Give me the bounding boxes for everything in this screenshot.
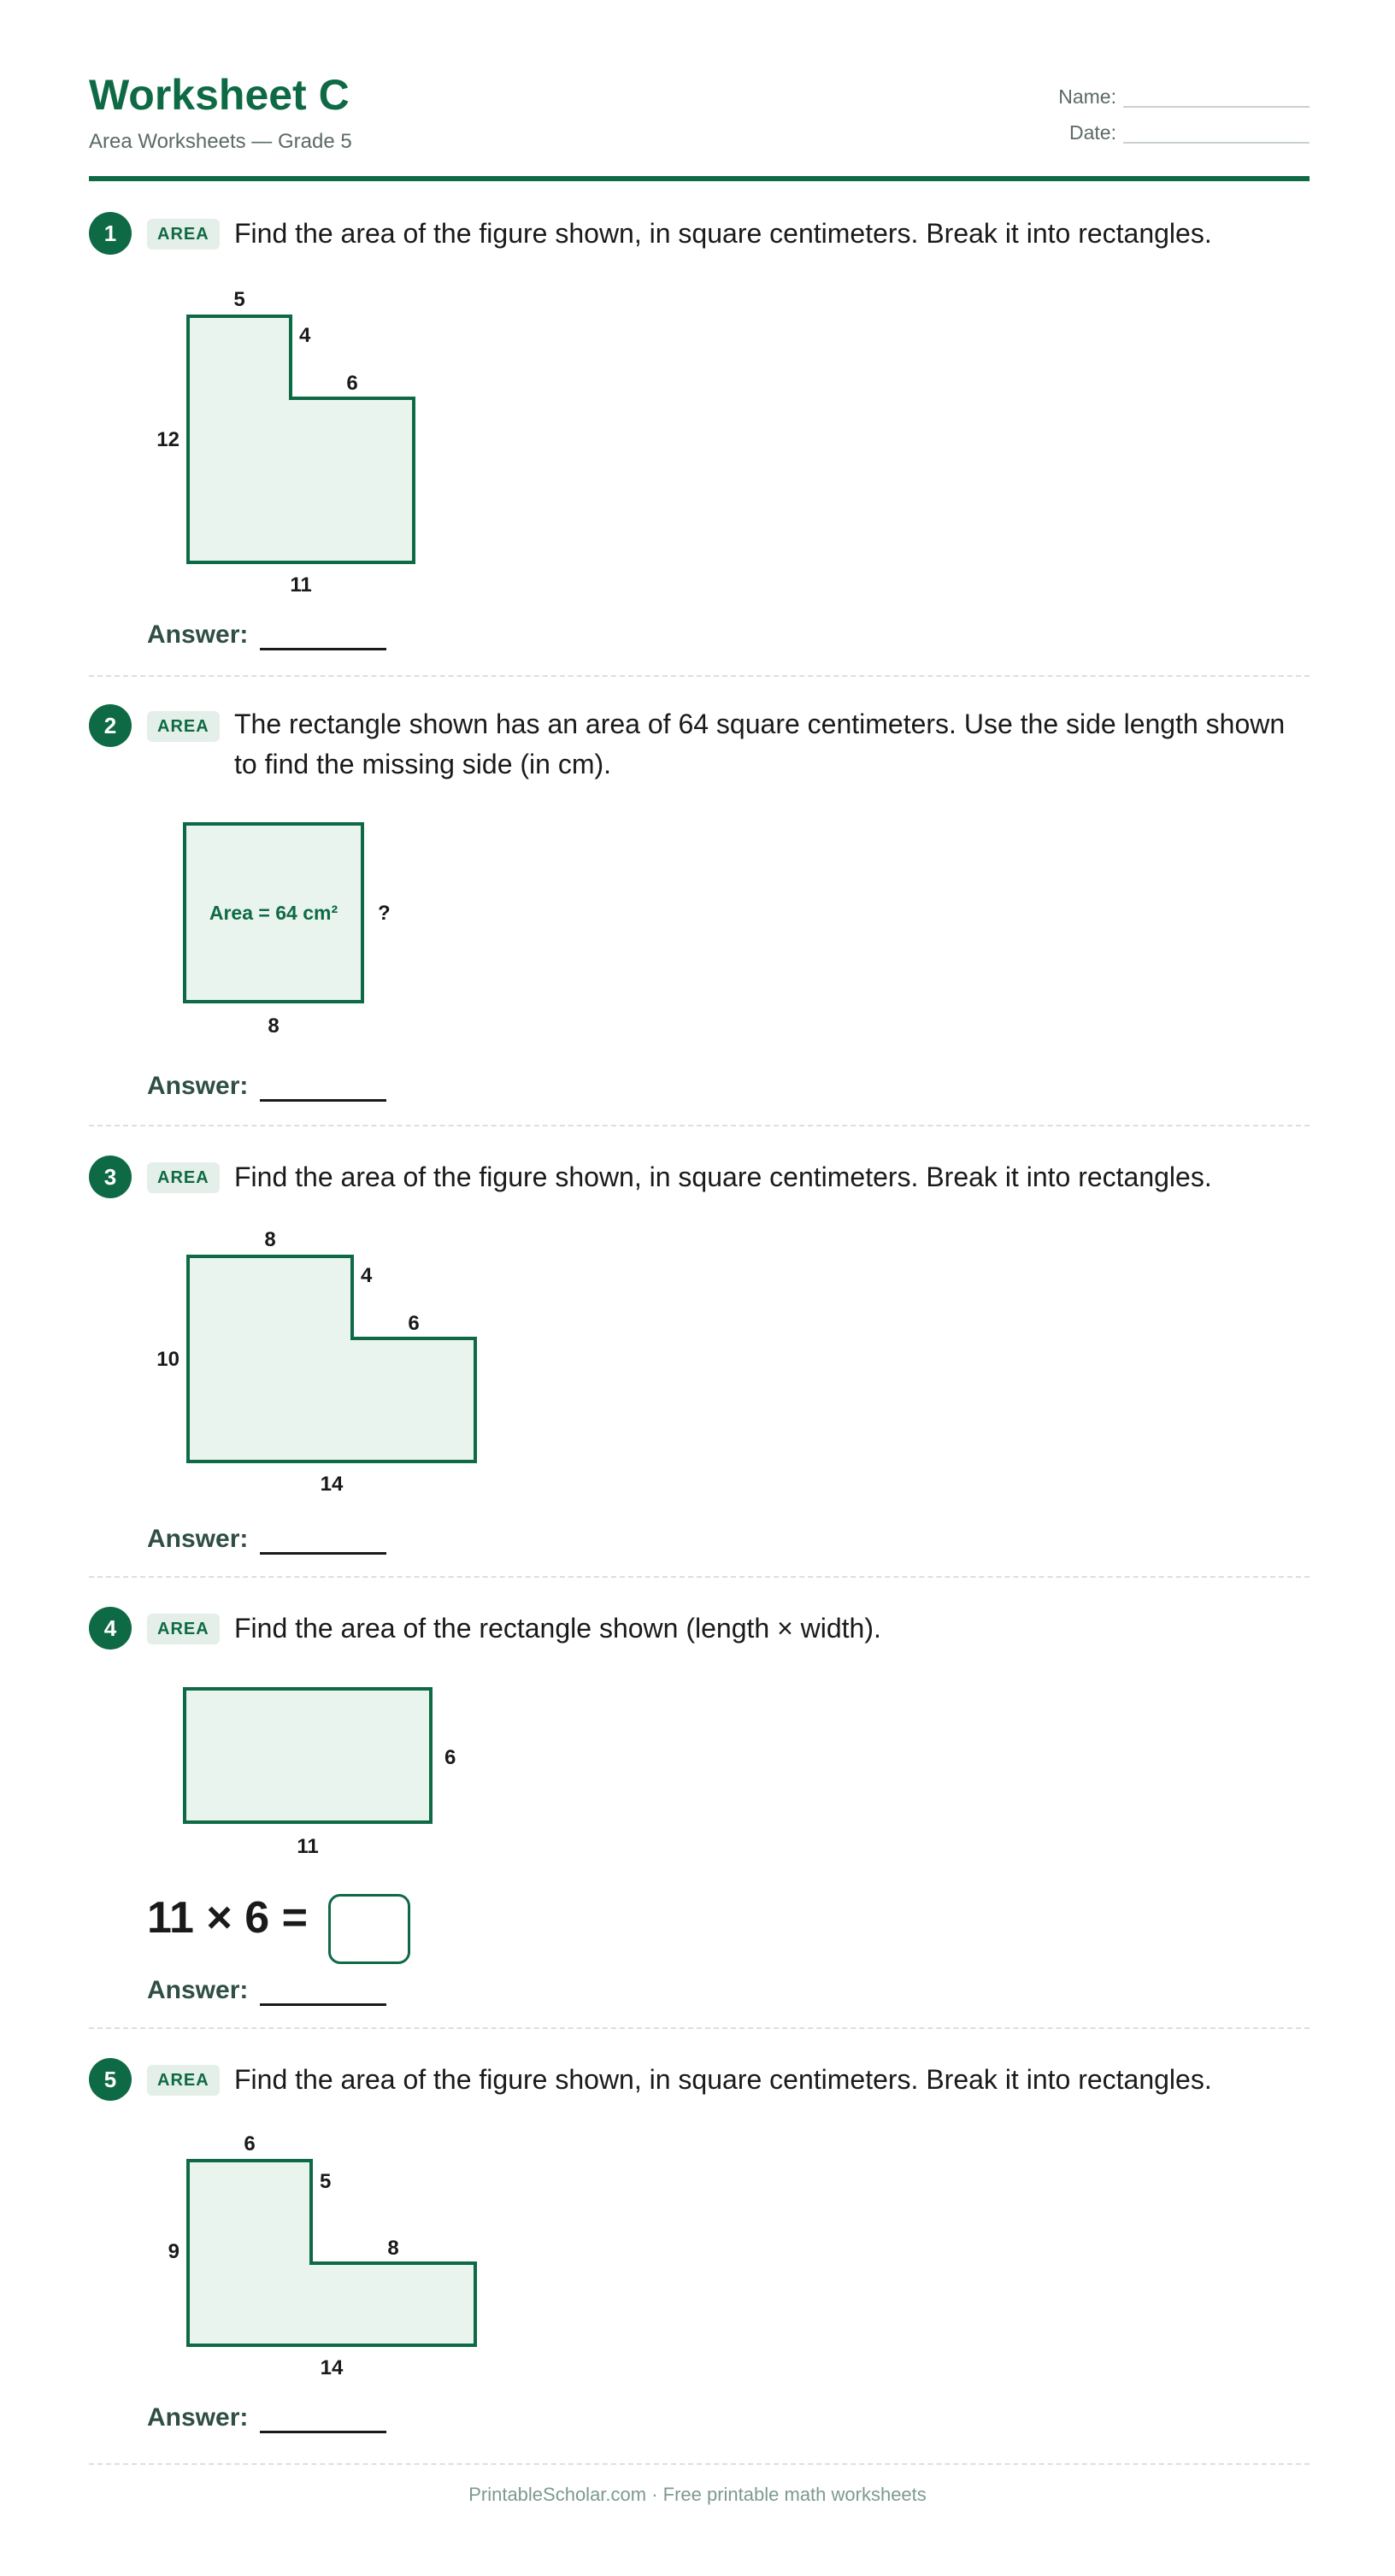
problem-1 — [89, 176, 1310, 677]
date-label: Date: — [1069, 121, 1116, 144]
area-tag: AREA — [147, 1162, 220, 1193]
page-title: Worksheet C — [89, 71, 350, 119]
answer-label: Answer: — [147, 1976, 249, 2004]
label-bottom: 11 — [290, 573, 312, 597]
question-text: Find the area of the figure shown, in square centimeters. Break it into rectangles. — [234, 2064, 1212, 2095]
label-top: 5 — [233, 288, 245, 311]
question-text: The rectangle shown has an area of 64 square centimeters. Use the side length shown to find the missing side (in cm). — [234, 709, 1286, 779]
name-line[interactable] — [1123, 106, 1310, 108]
answer-line[interactable] — [260, 648, 386, 650]
label-side: ? — [378, 902, 391, 925]
label-bottom: 14 — [320, 1473, 344, 1496]
label-left: 10 — [156, 1348, 180, 1371]
label-top: 6 — [244, 2132, 256, 2155]
rectangle-figure — [89, 1576, 1310, 1858]
worksheet-header — [89, 0, 1310, 181]
problem-number: 3 — [89, 1156, 132, 1198]
problem-number: 5 — [89, 2058, 132, 2101]
label-side: 6 — [444, 1746, 456, 1769]
name-field[interactable] — [1027, 85, 1310, 121]
answer-line[interactable] — [260, 1552, 386, 1555]
problem-3 — [89, 1125, 1310, 1578]
l-shape-figure — [89, 176, 1310, 675]
label-bottom: 8 — [268, 1015, 280, 1038]
l-shape — [188, 2161, 475, 2345]
label-step-vertical: 5 — [320, 2170, 332, 2193]
answer-line[interactable] — [260, 1099, 386, 1102]
page-subtitle: Area Worksheets — Grade 5 — [89, 130, 352, 153]
problem-number: 1 — [89, 212, 132, 255]
label-bottom: 14 — [320, 2356, 344, 2379]
label-bottom: 11 — [297, 1835, 319, 1858]
answer-line[interactable] — [260, 2003, 386, 2006]
answer-label: Answer: — [147, 1525, 249, 1553]
student-fields — [1027, 85, 1310, 157]
label-step-vertical: 4 — [299, 324, 311, 347]
question-text: Find the area of the figure shown, in square centimeters. Break it into rectangles. — [234, 1162, 1212, 1192]
label-step-vertical: 4 — [361, 1264, 373, 1287]
answer-label: Answer: — [147, 620, 249, 649]
label-step-horizontal: 8 — [387, 2237, 399, 2260]
label-step-horizontal: 6 — [408, 1312, 420, 1335]
area-tag: AREA — [147, 1614, 220, 1644]
answer-box[interactable] — [328, 1894, 410, 1964]
problem-number: 4 — [89, 1607, 132, 1650]
area-tag: AREA — [147, 711, 220, 742]
problem-4 — [89, 1576, 1310, 2029]
question-text: Find the area of the rectangle shown (length × width). — [234, 1613, 881, 1644]
label-left: 9 — [168, 2240, 180, 2263]
label-step-horizontal: 6 — [346, 372, 358, 395]
answer-label: Answer: — [147, 1072, 249, 1100]
date-field[interactable] — [1027, 121, 1310, 157]
answer-line[interactable] — [260, 2431, 386, 2433]
area-text: Area = 64 cm² — [209, 902, 338, 924]
footer-text: PrintableScholar.com · Free printable math worksheets — [468, 2484, 927, 2505]
label-left: 12 — [156, 428, 180, 451]
name-label: Name: — [1058, 85, 1116, 108]
multiplication-equation: 11 × 6 = — [147, 1893, 308, 1943]
area-tag: AREA — [147, 219, 220, 250]
question-text: Find the area of the figure shown, in square centimeters. Break it into rectangles. — [234, 218, 1212, 249]
answer-label: Answer: — [147, 2403, 249, 2432]
l-shape — [188, 1256, 475, 1461]
rectangle-figure — [89, 675, 1310, 1125]
worksheet-page — [89, 0, 1310, 2432]
problem-number: 2 — [89, 704, 132, 747]
l-shape-figure — [89, 1125, 1310, 1576]
date-line[interactable] — [1123, 142, 1310, 144]
problem-5 — [89, 2027, 1310, 2465]
problem-2 — [89, 675, 1310, 1126]
label-top: 8 — [264, 1228, 276, 1251]
rectangle-shape — [185, 1689, 431, 1822]
l-shape — [188, 316, 414, 562]
area-tag: AREA — [147, 2065, 220, 2096]
l-shape-figure — [89, 2027, 1310, 2463]
